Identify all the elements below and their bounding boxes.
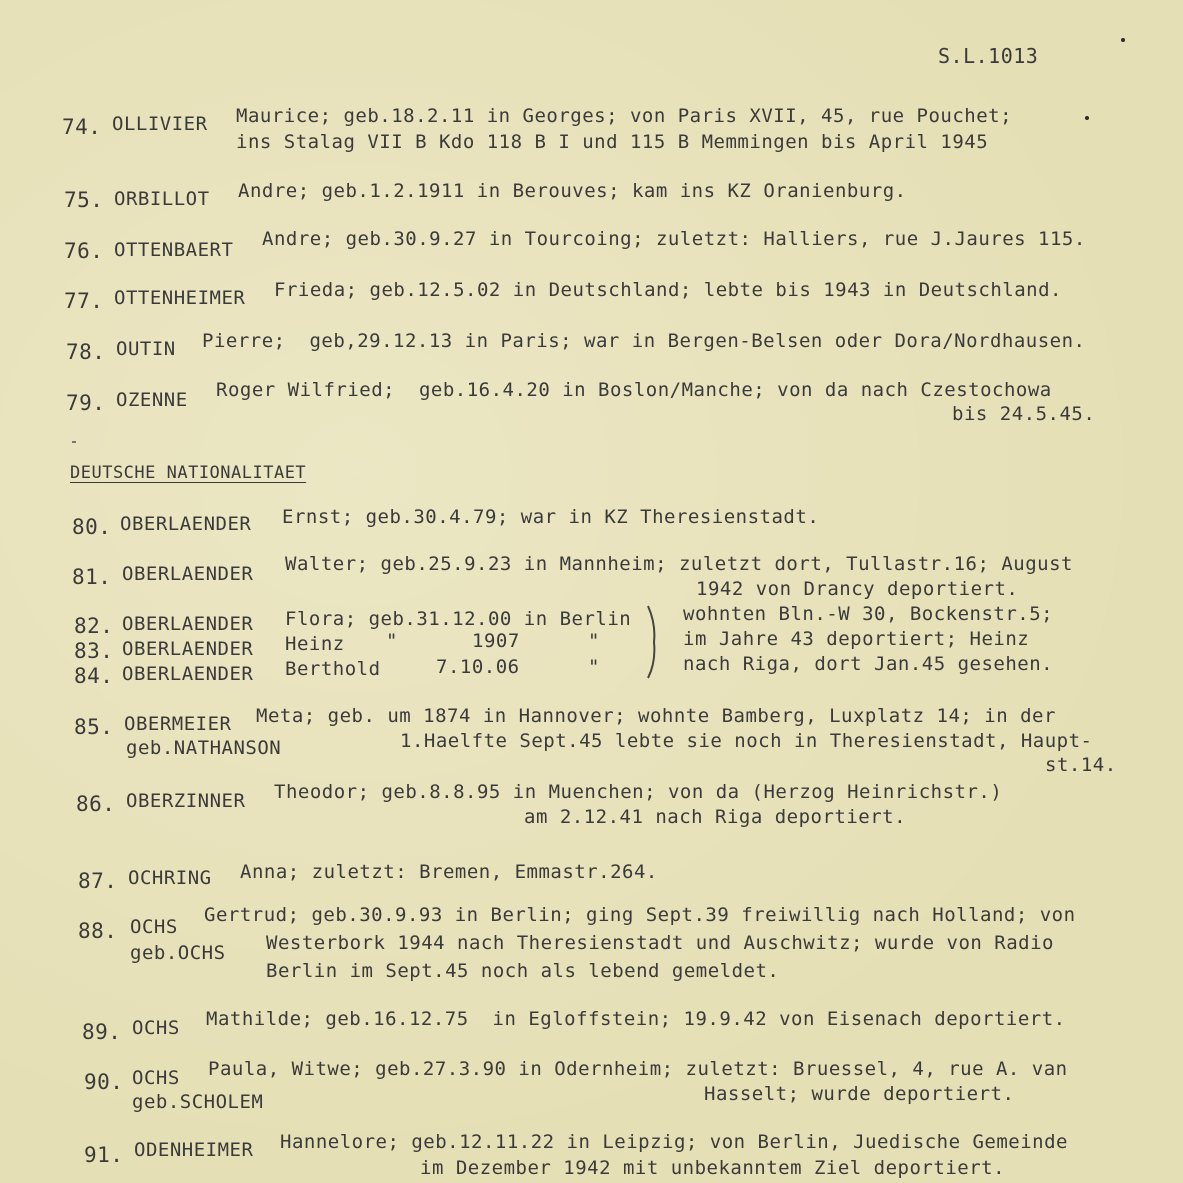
entry-number: 90. xyxy=(84,1070,124,1094)
entry-details-line1: Meta; geb. um 1874 in Hannover; wohnte Bamberg, Luxplatz 14; in der xyxy=(256,705,1056,727)
group-details-line2: im Jahre 43 deportiert; Heinz xyxy=(683,628,1030,650)
entry-surname: OCHRING xyxy=(128,867,212,889)
entry-birth-name: geb.SCHOLEM xyxy=(132,1091,264,1113)
entry-surname: OBERLAENDER xyxy=(122,563,254,585)
entry-surname: OBERMEIER xyxy=(124,713,232,735)
entry-number: 80. xyxy=(72,515,112,539)
entry-details-line1: Frieda; geb.12.5.02 in Deutschland; lebte bis 1943 in Deutschland. xyxy=(274,279,1062,301)
entry-birth-date: 7.10.06 xyxy=(436,656,520,678)
entry-details-line1: Andre; geb.1.2.1911 in Berouves; kam ins KZ Oranienburg. xyxy=(238,180,907,202)
entry-number: 78. xyxy=(66,340,106,364)
entry-details-line2: ins Stalag VII B Kdo 118 B I und 115 B Memmingen bis April 1945 xyxy=(236,131,989,153)
entry-surname: ODENHEIMER xyxy=(134,1139,254,1161)
entry-details-line1: Ernst; geb.30.4.79; war in KZ Theresienstadt. xyxy=(282,506,820,528)
ink-speck xyxy=(1085,116,1089,120)
entry-surname: OCHS xyxy=(130,916,178,938)
entry-number: 88. xyxy=(78,919,118,943)
entry-details-line1: Maurice; geb.18.2.11 in Georges; von Paris XVII, 45, rue Pouchet; xyxy=(236,105,1013,127)
entry-details-line2: Hasselt; wurde deportiert. xyxy=(704,1083,1015,1105)
entry-details-line2: am 2.12.41 nach Riga deportiert. xyxy=(524,806,907,828)
entry-surname: OCHS xyxy=(132,1067,180,1089)
entry-surname: OLLIVIER xyxy=(112,113,208,135)
entry-details-line1: Gertrud; geb.30.9.93 in Berlin; ging Sept.39 freiwillig nach Holland; von xyxy=(204,904,1076,926)
ink-speck xyxy=(1121,38,1125,42)
entry-details-line1: Anna; zuletzt: Bremen, Emmastr.264. xyxy=(240,861,658,883)
entry-details-line1: Andre; geb.30.9.27 in Tourcoing; zuletzt: Halliers, rue J.Jaures 115. xyxy=(262,228,1086,250)
entry-surname: ORBILLOT xyxy=(114,188,210,210)
entry-details-line1: Mathilde; geb.16.12.75 in Egloffstein; 19.9.42 von Eisenach deportiert. xyxy=(206,1008,1066,1030)
grouping-brace xyxy=(644,604,664,680)
entry-number: 89. xyxy=(82,1020,122,1044)
entry-surname: OTTENHEIMER xyxy=(114,287,246,309)
entry-number: 81. xyxy=(72,565,112,589)
entry-birth-name: geb.OCHS xyxy=(130,942,226,964)
entry-surname: OBERLAENDER xyxy=(122,613,254,635)
entry-number: 76. xyxy=(64,239,104,263)
entry-number: 77. xyxy=(64,289,104,313)
entry-number: 83. xyxy=(74,639,114,663)
entry-surname: OTTENBAERT xyxy=(114,239,234,261)
entry-details-line2: 1.Haelfte Sept.45 lebte sie noch in Theresienstadt, Haupt- xyxy=(400,730,1093,752)
entry-surname: OZENNE xyxy=(116,389,188,411)
entry-details-line1: Flora; geb.31.12.00 in Berlin xyxy=(285,608,632,630)
entry-number: 84. xyxy=(74,664,114,688)
ditto-mark: " xyxy=(588,630,600,652)
entry-details-line1: Walter; geb.25.9.23 in Mannheim; zuletzt dort, Tullastr.16; August xyxy=(285,553,1073,575)
section-heading: DEUTSCHE NATIONALITAET xyxy=(70,463,307,483)
ditto-mark: " xyxy=(588,656,600,678)
ditto-mark: " xyxy=(386,630,398,652)
entry-details-line1: Heinz xyxy=(285,633,345,655)
entry-details-line2: im Dezember 1942 mit unbekanntem Ziel deportiert. xyxy=(420,1157,1006,1179)
entry-details-line2: 1942 von Drancy deportiert. xyxy=(696,578,1019,600)
entry-number: 74. xyxy=(62,115,102,139)
entry-details-line2: Westerbork 1944 nach Theresienstadt und Auschwitz; wurde von Radio xyxy=(266,932,1054,954)
entry-details-line1: Theodor; geb.8.8.95 in Muenchen; von da (Herzog Heinrichstr.) xyxy=(274,781,1003,803)
entry-details-line1: Roger Wilfried; geb.16.4.20 in Boslon/Manche; von da nach Czestochowa xyxy=(216,379,1052,401)
entry-number: 87. xyxy=(78,869,118,893)
ink-mark xyxy=(72,441,76,443)
entry-surname: OUTIN xyxy=(116,338,176,360)
entry-number: 91. xyxy=(84,1143,124,1167)
entry-birth-name: geb.NATHANSON xyxy=(126,737,282,759)
entry-surname: OBERLAENDER xyxy=(122,663,254,685)
entry-birth-year: 1907 xyxy=(472,630,520,652)
entry-surname: OBERLAENDER xyxy=(122,638,254,660)
entry-number: 86. xyxy=(76,792,116,816)
entry-details-line1: Pierre; geb,29.12.13 in Paris; war in Bergen-Belsen oder Dora/Nordhausen. xyxy=(202,330,1086,352)
entry-number: 79. xyxy=(66,391,106,415)
entry-surname: OBERZINNER xyxy=(126,790,246,812)
entry-details-line1: Berthold xyxy=(285,658,381,680)
entry-number: 85. xyxy=(74,715,114,739)
entry-surname: OBERLAENDER xyxy=(120,513,252,535)
entry-surname: OCHS xyxy=(132,1017,180,1039)
reference-number: S.L.1013 xyxy=(938,44,1039,68)
entry-number: 75. xyxy=(64,188,104,212)
entry-number: 82. xyxy=(74,614,114,638)
entry-details-line1: Paula, Witwe; geb.27.3.90 in Odernheim; zuletzt: Bruessel, 4, rue A. van xyxy=(208,1058,1068,1080)
group-details-line1: wohnten Bln.-W 30, Bockenstr.5; xyxy=(683,603,1054,625)
entry-details-line3: st.14. xyxy=(1045,754,1117,776)
entry-details-line1: Hannelore; geb.12.11.22 in Leipzig; von Berlin, Juedische Gemeinde xyxy=(280,1131,1068,1153)
entry-details-line3: Berlin im Sept.45 noch als lebend gemeldet. xyxy=(266,960,780,982)
group-details-line3: nach Riga, dort Jan.45 gesehen. xyxy=(683,653,1054,675)
entry-details-line2: bis 24.5.45. xyxy=(952,403,1096,425)
